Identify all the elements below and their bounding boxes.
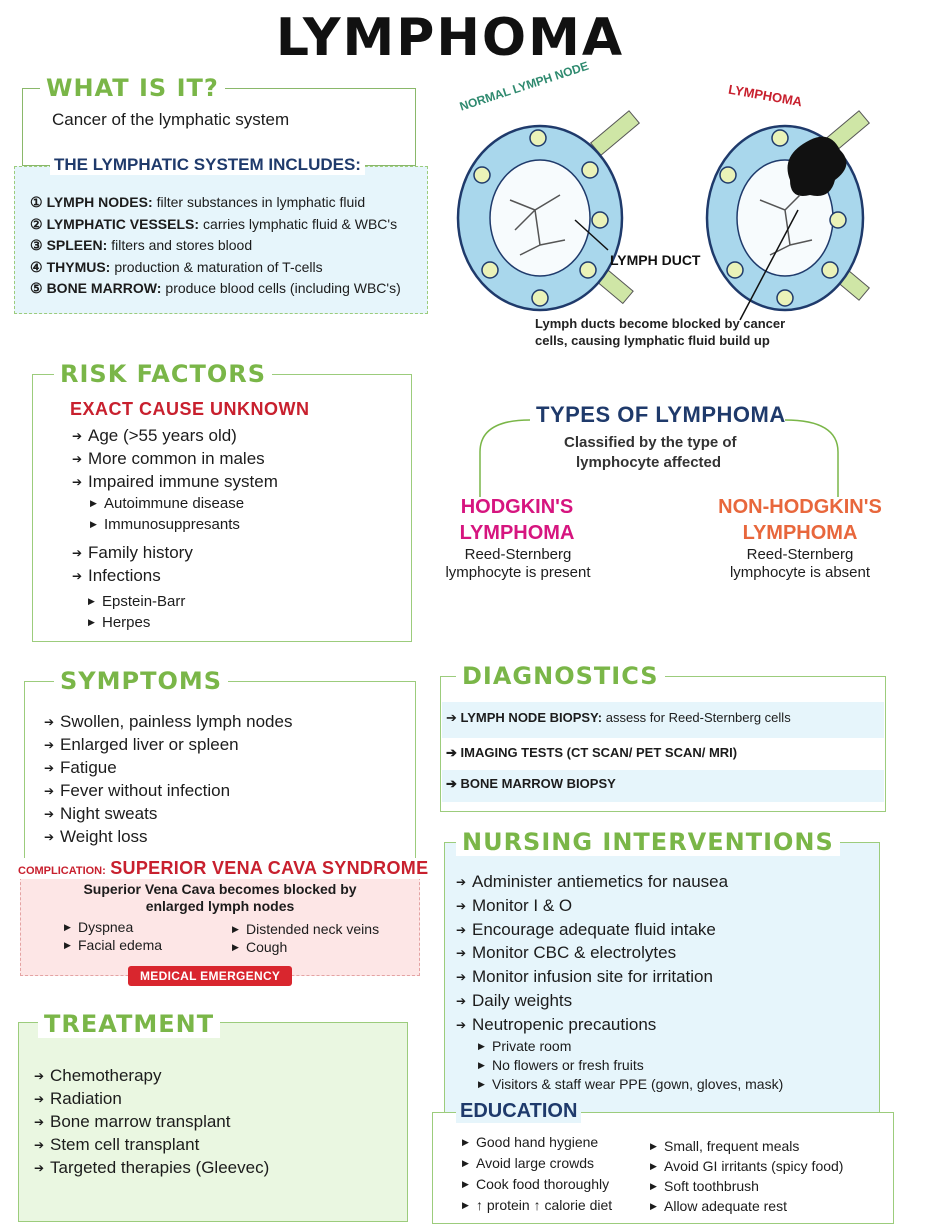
education-item-text: Cook food thoroughly xyxy=(476,1176,610,1192)
lymph-duct-label: LYMPH DUCT xyxy=(610,252,701,268)
treatment-item xyxy=(34,1133,269,1156)
complication-name: SUPERIOR VENA CAVA SYNDROME xyxy=(110,858,429,878)
education-item-text: ↑ protein ↑ calorie diet xyxy=(476,1197,613,1213)
risk-factors-heading: RISK FACTORS xyxy=(54,360,272,388)
nonhodgkin-title-line1: NON-HODGKIN'S xyxy=(718,496,882,518)
education-heading: EDUCATION xyxy=(456,1100,581,1123)
hodgkin-desc-line1: Reed-Sternberg xyxy=(464,546,572,563)
system-item-term: LYMPH NODES: xyxy=(46,194,153,210)
nonhodgkin-desc xyxy=(700,546,900,582)
complication-sign-text: Facial edema xyxy=(78,937,163,953)
arrow-icon: ➔ xyxy=(446,776,461,791)
arrow-icon: ➔ xyxy=(44,715,55,729)
triangle-bullet-icon: ▶ xyxy=(232,942,239,952)
nursing-item xyxy=(456,1013,783,1037)
risk-item xyxy=(72,447,278,470)
diagnostic-item-2 xyxy=(446,745,737,761)
risk-item xyxy=(72,541,278,564)
types-subtext-1: Classified by the type of xyxy=(564,434,737,451)
complication-sign xyxy=(232,938,379,956)
triangle-bullet-icon: ▶ xyxy=(462,1179,469,1189)
diagnostics-heading: DIAGNOSTICS xyxy=(456,662,665,690)
lymphoma-node-label: LYMPHOMA xyxy=(727,81,804,110)
diagnostic-item-1-desc: assess for Reed-Sternberg cells xyxy=(605,710,791,725)
triangle-bullet-icon: ▶ xyxy=(650,1161,657,1171)
risk-subitem-text: Autoimmune disease xyxy=(104,495,245,512)
nursing-item xyxy=(456,918,783,942)
triangle-bullet-icon: ▶ xyxy=(462,1137,469,1147)
risk-subitem xyxy=(72,591,278,612)
hodgkin-title-line2: LYMPHOMA xyxy=(459,522,575,544)
hodgkin-title xyxy=(430,494,604,546)
treatment-item-text: Chemotherapy xyxy=(50,1066,162,1085)
symptom-item xyxy=(44,825,292,848)
arrow-icon: ➔ xyxy=(34,1138,45,1152)
system-item xyxy=(30,278,401,300)
arrow-icon: ➔ xyxy=(72,429,83,443)
education-item xyxy=(650,1136,843,1156)
triangle-bullet-icon: ▶ xyxy=(462,1200,469,1210)
risk-item-text: Age (>55 years old) xyxy=(88,426,237,445)
risk-item-text: Impaired immune system xyxy=(88,472,278,491)
treatment-item xyxy=(34,1156,269,1179)
arrow-icon: ➔ xyxy=(44,738,55,752)
nursing-subitem xyxy=(456,1075,783,1094)
education-item xyxy=(650,1196,843,1216)
system-item-desc: produce blood cells (including WBC's) xyxy=(165,280,401,296)
system-item-term: BONE MARROW: xyxy=(46,280,162,296)
complication-sign-text: Distended neck veins xyxy=(246,921,380,937)
risk-subitem xyxy=(72,612,278,633)
hodgkin-desc xyxy=(420,546,616,582)
education-item xyxy=(462,1153,612,1174)
nursing-item-text: Encourage adequate fluid intake xyxy=(472,919,716,939)
symptom-item-text: Swollen, painless lymph nodes xyxy=(60,712,293,731)
nursing-list xyxy=(456,870,783,1094)
diagnostic-item-3 xyxy=(446,776,616,792)
arrow-icon: ➔ xyxy=(456,946,467,961)
risk-factors-list xyxy=(72,424,278,633)
number-icon: ② xyxy=(30,215,43,232)
education-item-text: Avoid large crowds xyxy=(476,1155,595,1171)
system-item-desc: production & maturation of T-cells xyxy=(114,258,323,275)
nursing-item-text: Neutropenic precautions xyxy=(472,1014,657,1034)
nursing-subitem xyxy=(456,1056,783,1075)
system-item xyxy=(30,192,401,214)
risk-item xyxy=(72,424,278,447)
complication-sign xyxy=(64,936,162,954)
arrow-icon: ➔ xyxy=(456,970,467,985)
education-left-list xyxy=(462,1132,612,1216)
risk-item-text: Infections xyxy=(88,566,161,585)
system-item-desc: filters and stores blood xyxy=(111,237,253,253)
normal-lymph-node-drawing xyxy=(458,111,639,310)
arrow-icon: ➔ xyxy=(456,922,467,937)
treatment-item xyxy=(34,1064,269,1087)
nursing-item xyxy=(456,870,783,894)
nursing-item xyxy=(456,989,783,1013)
cause-unknown: EXACT CAUSE UNKNOWN xyxy=(70,399,310,419)
symptom-item xyxy=(44,779,292,802)
arrow-icon: ➔ xyxy=(34,1115,45,1129)
nonhodgkin-title-line2: LYMPHOMA xyxy=(742,522,858,544)
nursing-subitem xyxy=(456,1037,783,1056)
education-item xyxy=(462,1174,612,1195)
education-item-text: Good hand hygiene xyxy=(476,1134,599,1150)
nursing-subitem-text: Visitors & staff wear PPE (gown, gloves, mask) xyxy=(492,1075,784,1092)
triangle-bullet-icon: ▶ xyxy=(478,1078,485,1089)
number-icon: ③ xyxy=(30,237,43,253)
nonhodgkin-title xyxy=(700,494,900,546)
diagnostic-item-2-text: IMAGING TESTS (CT SCAN/ PET SCAN/ MRI) xyxy=(460,745,738,760)
arrow-icon: ➔ xyxy=(34,1161,45,1175)
arrow-icon: ➔ xyxy=(446,710,461,725)
risk-item xyxy=(72,470,278,493)
treatment-item-text: Targeted therapies (Gleevec) xyxy=(50,1158,270,1177)
treatment-item-text: Bone marrow transplant xyxy=(50,1112,231,1131)
what-is-it-heading: WHAT IS IT? xyxy=(40,74,225,102)
types-heading: TYPES OF LYMPHOMA xyxy=(536,402,786,427)
triangle-bullet-icon: ▶ xyxy=(88,617,95,627)
treatment-heading: TREATMENT xyxy=(38,1010,220,1038)
system-item xyxy=(30,235,401,257)
risk-subitem-text: Immunosuppresants xyxy=(104,516,240,533)
treatment-item xyxy=(34,1110,269,1133)
system-item-term: LYMPHATIC VESSELS: xyxy=(46,215,200,232)
treatment-list xyxy=(34,1064,269,1179)
triangle-bullet-icon: ▶ xyxy=(90,498,97,508)
number-icon: ① xyxy=(30,194,43,210)
nursing-subitem-text: Private room xyxy=(492,1037,572,1054)
system-item-desc: filter substances in lymphatic fluid xyxy=(156,194,366,210)
arrow-icon: ➔ xyxy=(456,898,467,913)
lymphoma-node-drawing xyxy=(707,111,869,310)
treatment-item-text: Radiation xyxy=(50,1089,122,1108)
number-icon: ④ xyxy=(30,258,43,275)
education-item-text: Soft toothbrush xyxy=(664,1178,759,1194)
risk-subitem xyxy=(72,514,278,535)
education-item xyxy=(462,1132,612,1153)
triangle-bullet-icon: ▶ xyxy=(88,596,95,606)
nonhodgkin-desc-line2: lymphocyte is absent xyxy=(729,564,871,581)
symptom-item-text: Night sweats xyxy=(60,804,158,823)
nursing-item-text: Monitor I & O xyxy=(472,895,573,915)
complication-sign xyxy=(64,918,162,936)
number-icon: ⑤ xyxy=(30,280,43,296)
normal-node-label: NORMAL LYMPH NODE xyxy=(457,58,591,114)
complication-sign xyxy=(232,920,379,938)
system-item-term: SPLEEN: xyxy=(46,237,108,253)
arrow-icon: ➔ xyxy=(456,875,467,889)
types-subtext-2: lymphocyte affected xyxy=(576,454,722,471)
education-right-list xyxy=(650,1136,843,1216)
diagram-caption-1: Lymph ducts become blocked by cancer xyxy=(535,316,786,331)
risk-item xyxy=(72,564,278,587)
nursing-item-text: Monitor CBC & electrolytes xyxy=(472,943,677,963)
diagnostic-item-1-term: LYMPH NODE BIOPSY: xyxy=(460,710,603,725)
triangle-bullet-icon: ▶ xyxy=(650,1201,657,1211)
symptom-item xyxy=(44,710,292,733)
symptom-item xyxy=(44,756,292,779)
arrow-icon: ➔ xyxy=(34,1069,45,1083)
education-item-text: Small, frequent meals xyxy=(664,1138,800,1154)
arrow-icon: ➔ xyxy=(44,807,55,821)
triangle-bullet-icon: ▶ xyxy=(64,922,71,932)
symptom-item-text: Enlarged liver or spleen xyxy=(60,735,239,754)
definition-text: Cancer of the lymphatic system xyxy=(52,110,290,129)
triangle-bullet-icon: ▶ xyxy=(650,1181,657,1191)
hodgkin-desc-line2: lymphocyte is present xyxy=(445,564,591,581)
hodgkin-title-line1: HODGKIN'S xyxy=(460,496,574,518)
complication-signs-left xyxy=(64,918,162,954)
nonhodgkin-desc-line1: Reed-Sternberg xyxy=(746,546,854,563)
arrow-icon: ➔ xyxy=(34,1092,45,1106)
symptom-item-text: Fatigue xyxy=(60,758,117,777)
nursing-subitem-text: No flowers or fresh fruits xyxy=(492,1056,644,1073)
triangle-bullet-icon: ▶ xyxy=(462,1158,469,1168)
triangle-bullet-icon: ▶ xyxy=(64,940,71,950)
nursing-item-text: Daily weights xyxy=(472,990,573,1010)
medical-emergency-badge: MEDICAL EMERGENCY xyxy=(128,966,292,986)
symptoms-list xyxy=(44,710,292,848)
nursing-item xyxy=(456,941,783,965)
risk-item-text: More common in males xyxy=(88,449,265,468)
triangle-bullet-icon: ▶ xyxy=(478,1059,485,1070)
complication-signs-right xyxy=(232,920,379,956)
risk-subitem-text: Epstein-Barr xyxy=(102,593,186,610)
page-title: LYMPHOMA xyxy=(275,8,625,68)
education-item xyxy=(462,1195,612,1216)
arrow-icon: ➔ xyxy=(456,1017,467,1032)
diagnostic-item-1 xyxy=(446,710,791,726)
system-item xyxy=(30,257,401,279)
system-item-desc: carries lymphatic fluid & WBC's xyxy=(203,215,398,232)
triangle-bullet-icon: ▶ xyxy=(478,1040,485,1051)
complication-label: COMPLICATION: xyxy=(18,865,106,877)
treatment-item-text: Stem cell transplant xyxy=(50,1135,200,1154)
arrow-icon: ➔ xyxy=(44,784,55,798)
diagnostic-item-3-text: BONE MARROW BIOPSY xyxy=(460,776,616,791)
arrow-icon: ➔ xyxy=(44,761,55,775)
complication-desc-1: Superior Vena Cava becomes blocked by xyxy=(83,881,357,897)
arrow-icon: ➔ xyxy=(44,830,55,844)
complication-desc-2: enlarged lymph nodes xyxy=(145,898,295,914)
triangle-bullet-icon: ▶ xyxy=(232,924,239,934)
nursing-item-text: Monitor infusion site for irritation xyxy=(472,967,713,987)
diagram-caption-2: cells, causing lymphatic fluid build up xyxy=(535,333,770,348)
risk-item-text: Family history xyxy=(88,543,193,562)
arrow-icon: ➔ xyxy=(72,452,83,466)
complication-sign-text: Dyspnea xyxy=(78,919,134,935)
includes-heading: THE LYMPHATIC SYSTEM INCLUDES: xyxy=(50,155,365,175)
symptom-item-text: Weight loss xyxy=(60,827,148,846)
nursing-heading: NURSING INTERVENTIONS xyxy=(456,828,840,856)
complication-heading xyxy=(18,858,432,879)
symptom-item xyxy=(44,802,292,825)
arrow-icon: ➔ xyxy=(72,569,83,583)
arrow-icon: ➔ xyxy=(72,475,83,489)
education-item-text: Allow adequate rest xyxy=(664,1198,787,1214)
system-item-term: THYMUS: xyxy=(46,258,111,275)
nursing-item xyxy=(456,894,783,918)
lymphatic-system-list xyxy=(30,192,401,300)
complication-sign-text: Cough xyxy=(246,939,288,955)
triangle-bullet-icon: ▶ xyxy=(650,1141,657,1151)
risk-subitem-text: Herpes xyxy=(102,614,151,631)
arrow-icon: ➔ xyxy=(446,745,461,760)
arrow-icon: ➔ xyxy=(456,993,467,1008)
lymph-node-diagram xyxy=(440,70,920,330)
nursing-item-text: Administer antiemetics for nausea xyxy=(472,872,729,891)
arrow-icon: ➔ xyxy=(72,546,83,560)
symptom-item xyxy=(44,733,292,756)
treatment-item xyxy=(34,1087,269,1110)
risk-subitem xyxy=(72,493,278,514)
symptom-item-text: Fever without infection xyxy=(60,781,231,800)
triangle-bullet-icon: ▶ xyxy=(90,519,97,529)
education-item xyxy=(650,1176,843,1196)
education-item xyxy=(650,1156,843,1176)
symptoms-heading: SYMPTOMS xyxy=(54,667,228,695)
system-item xyxy=(30,214,401,236)
education-item-text: Avoid GI irritants (spicy food) xyxy=(664,1158,844,1174)
nursing-item xyxy=(456,965,783,989)
